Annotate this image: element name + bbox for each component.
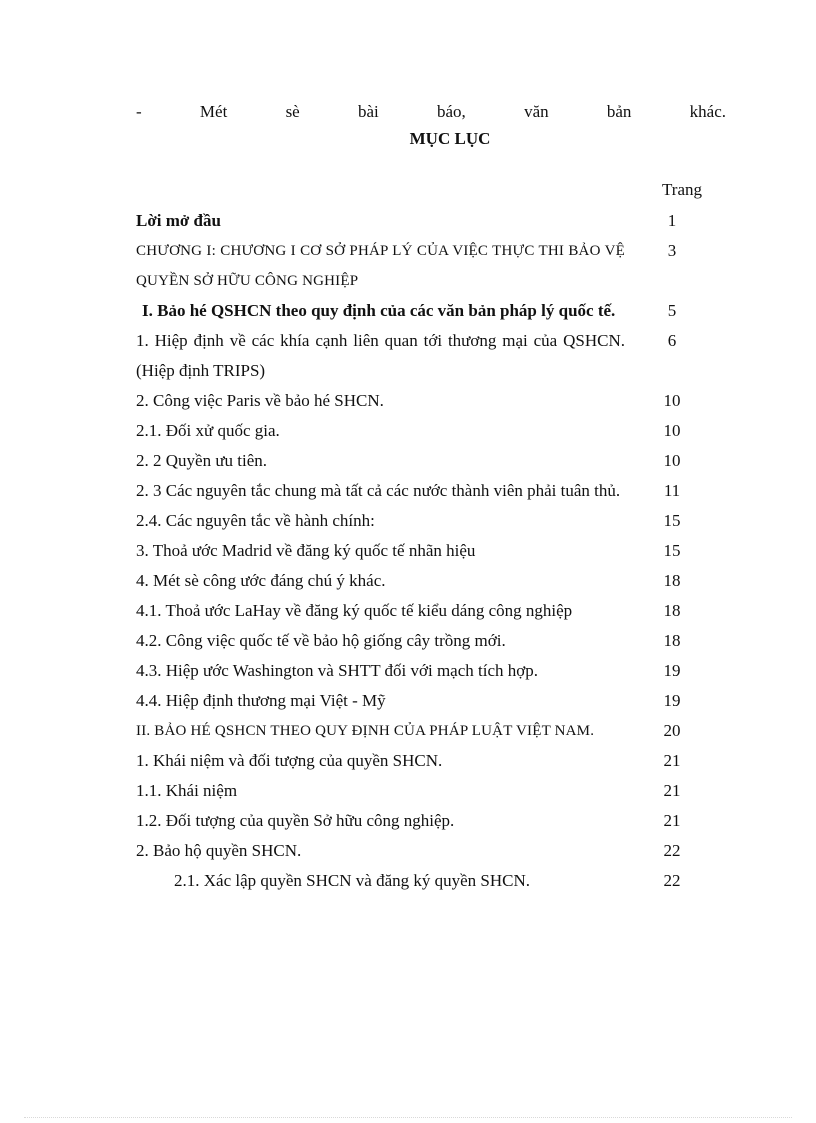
toc-entry-text: 2. Bảo hộ quyền SHCN.: [136, 841, 302, 860]
table-of-contents: [136, 206, 726, 896]
intro-word: bài: [357, 102, 379, 121]
toc-entry-text: 4.2. Công việc quốc tế về bảo hộ giống cây trồng mới.: [136, 631, 506, 650]
toc-entry-text: 4.4. Hiệp định thương mại Việt - Mỹ: [136, 691, 386, 710]
toc-entry-page: 3: [667, 241, 677, 260]
toc-entry-page: 19: [663, 661, 681, 680]
toc-entry-page: 10: [663, 451, 681, 470]
toc-entry-page: 18: [663, 631, 681, 650]
toc-entry-page: 1: [667, 211, 677, 230]
toc-entry-text: 1.2. Đối tượng của quyền Sở hữu công nghiệp.: [136, 811, 455, 830]
toc-entry-text: 1. Khái niệm và đối tượng của quyền SHCN.: [136, 751, 443, 770]
toc-entry-text: CHƯƠNG I: CHƯƠNG I CƠ SỞ PHÁP LÝ CỦA VIỆC THỰC THI BẢO VỆ QUYỀN SỞ HỮU CÔNG NGHIỆP: [136, 243, 625, 289]
intro-word: văn: [524, 102, 549, 121]
toc-entry[interactable]: [136, 206, 726, 236]
toc-entry[interactable]: [136, 446, 726, 476]
toc-entry-page: 21: [663, 751, 681, 770]
toc-entry[interactable]: [136, 626, 726, 656]
toc-entry-page: 19: [663, 691, 681, 710]
page-bottom-divider: [24, 1117, 792, 1118]
toc-entry-page: 15: [663, 541, 681, 560]
intro-word: -: [136, 102, 142, 121]
toc-entry[interactable]: [136, 716, 726, 746]
toc-entry-page: 5: [667, 301, 677, 320]
toc-entry-page: 10: [663, 391, 681, 410]
toc-entry[interactable]: [136, 746, 726, 776]
toc-entry[interactable]: [136, 806, 726, 836]
intro-word: sè: [285, 102, 300, 121]
toc-entry[interactable]: [136, 656, 726, 686]
intro-word: bản: [606, 102, 632, 121]
toc-entry-page: 15: [663, 511, 681, 530]
toc-entry-text: Lời mở đầu: [136, 211, 221, 230]
toc-entry-text: 2. Công việc Paris về bảo hé SHCN.: [136, 391, 384, 410]
toc-entry-page: 20: [663, 721, 681, 740]
toc-entry-page: 11: [663, 481, 681, 500]
toc-entry[interactable]: [136, 776, 726, 806]
toc-entry[interactable]: [136, 566, 726, 596]
toc-entry[interactable]: [136, 686, 726, 716]
toc-entry-page: 6: [667, 331, 677, 350]
intro-word: khác.: [689, 102, 726, 121]
toc-entry-text: I. Bảo hé QSHCN theo quy định của các văn bản pháp lý quốc tế.: [142, 301, 616, 320]
toc-entry[interactable]: [136, 236, 726, 296]
toc-entry[interactable]: [136, 296, 726, 326]
toc-entry-page: 21: [663, 781, 681, 800]
toc-entry[interactable]: [136, 326, 726, 386]
intro-word: báo,: [437, 102, 466, 121]
toc-entry-page: 10: [663, 421, 681, 440]
toc-entry[interactable]: [136, 596, 726, 626]
toc-entry-text: 2. 3 Các nguyên tắc chung mà tất cả các nước thành viên phải tuân thủ.: [136, 481, 621, 500]
toc-entry[interactable]: [136, 866, 726, 896]
intro-line: [136, 100, 726, 124]
toc-entry[interactable]: [136, 386, 726, 416]
toc-entry-text: 2.4. Các nguyên tắc về hành chính:: [136, 511, 375, 530]
intro-word: Mét: [199, 102, 228, 121]
toc-entry-text: 3. Thoả ước Madrid về đăng ký quốc tế nhãn hiệu: [136, 541, 476, 560]
toc-entry-page: 18: [663, 571, 681, 590]
toc-entry-text: II. BẢO HÉ QSHCN THEO QUY ĐỊNH CỦA PHÁP LUẬT VIỆT NAM.: [136, 723, 595, 739]
toc-entry-text: 4. Mét sè công ước đáng chú ý khác.: [136, 571, 386, 590]
toc-entry[interactable]: [136, 836, 726, 866]
toc-entry-text: 2.1. Xác lập quyền SHCN và đăng ký quyền SHCN.: [174, 871, 531, 890]
toc-entry-text: 2. 2 Quyền ưu tiên.: [136, 451, 268, 470]
toc-entry-page: 22: [663, 841, 681, 860]
page-column-header: Trang: [662, 180, 702, 199]
toc-title: MỤC LỤC: [409, 129, 491, 148]
toc-entry-page: 22: [663, 871, 681, 890]
toc-entry[interactable]: [136, 476, 726, 506]
toc-entry-text: 2.1. Đối xử quốc gia.: [136, 421, 280, 440]
toc-entry-text: 4.3. Hiệp ước Washington và SHTT đối với mạch tích hợp.: [136, 661, 538, 680]
toc-entry-page: 18: [663, 601, 681, 620]
toc-entry-text: 1. Hiệp định về các khía cạnh liên quan tới thương mại của QSHCN. (Hiệp định TRIPS): [136, 331, 625, 380]
toc-entry[interactable]: [136, 536, 726, 566]
toc-entry[interactable]: [136, 416, 726, 446]
toc-entry-page: 21: [663, 811, 681, 830]
toc-entry[interactable]: [136, 506, 726, 536]
toc-entry-text: 4.1. Thoả ước LaHay về đăng ký quốc tế kiểu dáng công nghiệp: [136, 601, 573, 620]
toc-entry-text: 1.1. Khái niệm: [136, 781, 238, 800]
